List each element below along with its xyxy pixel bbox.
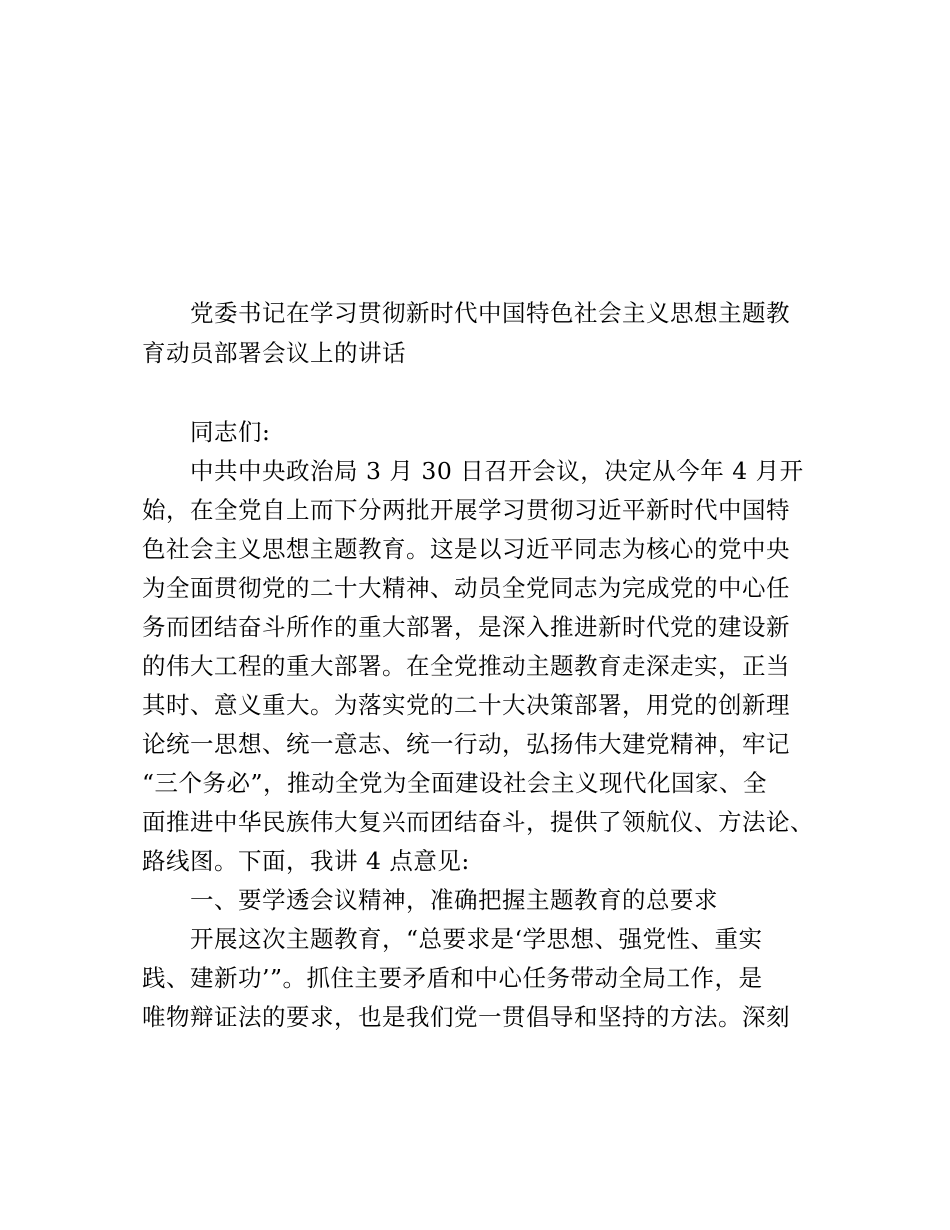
document-title xyxy=(142,293,822,373)
paragraph-line: 开展这次主题教育，“总要求是‘学思想、强党性、重实 xyxy=(190,925,763,953)
spacer xyxy=(142,373,822,413)
paragraph-line: 其时、意义重大。为落实党的二十大决策部署，用党的创新理 xyxy=(142,691,790,719)
paragraph-line: “三个务必”，推动全党为全面建设社会主义现代化国家、全 xyxy=(142,769,768,797)
paragraph-line: 践、建新功’”。抓住主要矛盾和中心任务带动全局工作，是 xyxy=(142,964,763,992)
title-line: 党委书记在学习贯彻新时代中国特色社会主义思想主题教 xyxy=(190,299,790,327)
paragraph-line: 论统一思想、统一意志、统一行动，弘扬伟大建党精神，牢记 xyxy=(142,730,790,758)
paragraph-line: 始，在全党自上而下分两批开展学习贯彻习近平新时代中国特 xyxy=(142,496,790,524)
paragraph-1 xyxy=(142,452,822,881)
paragraph-line: 为全面贯彻党的二十大精神、动员全党同志为完成党的中心任 xyxy=(142,574,790,602)
paragraph-line: 务而团结奋斗所作的重大部署，是深入推进新时代党的建设新 xyxy=(142,613,790,641)
greeting: 同志们: xyxy=(190,418,271,446)
paragraph-line: 中共中央政治局 3 月 30 日召开会议，决定从今年 4 月开 xyxy=(190,457,804,485)
paragraph-line: 路线图。下面，我讲 4 点意见: xyxy=(142,847,470,875)
document-body xyxy=(142,293,822,1037)
paragraph-line: 色社会主义思想主题教育。这是以习近平同志为核心的党中央 xyxy=(142,535,790,563)
section-heading: 一、要学透会议精神，准确把握主题教育的总要求 xyxy=(190,886,718,914)
paragraph-line: 面推进中华民族伟大复兴而团结奋斗，提供了领航仪、方法论、 xyxy=(142,808,814,836)
paragraph-line: 唯物辩证法的要求，也是我们党一贯倡导和坚持的方法。深刻 xyxy=(142,1003,790,1031)
paragraph-2 xyxy=(142,920,822,1037)
title-line: 育动员部署会议上的讲话 xyxy=(142,339,406,367)
paragraph-line: 的伟大工程的重大部署。在全党推动主题教育走深走实，正当 xyxy=(142,652,790,680)
